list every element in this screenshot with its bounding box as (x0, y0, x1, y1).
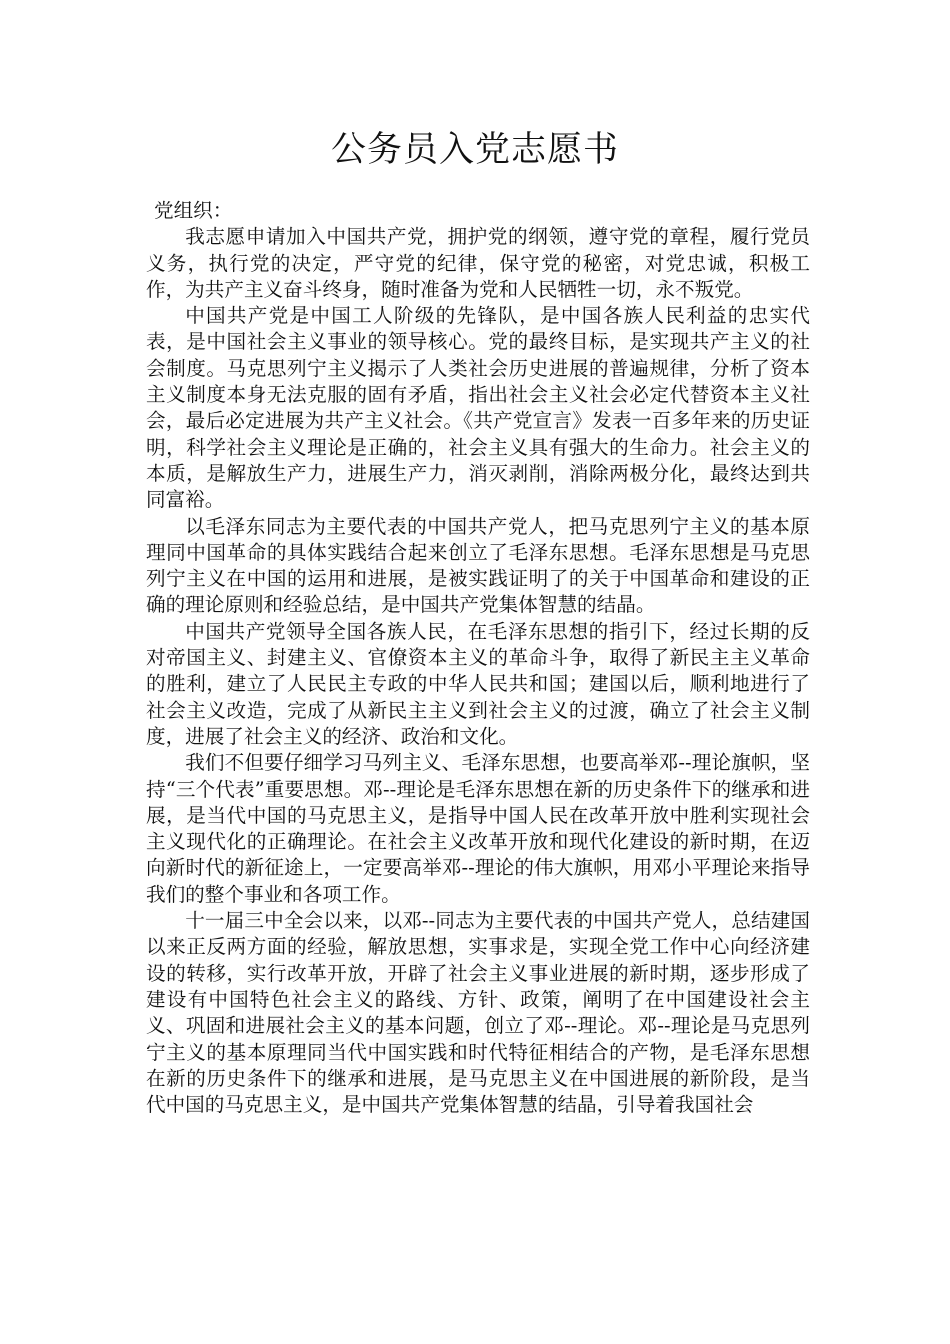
salutation: 党组织： (154, 199, 233, 222)
document-body (146, 198, 810, 1118)
paragraph-3: 以毛泽东同志为主要代表的中国共产党人，把马克思列宁主义的基本原理同中国革命的具体实践结合起来创立了毛泽东思想。毛泽东思想是马克思列宁主义在中国的运用和进展，是被实践证明了的关于中国革命和建设的正确的理论原则和经验总结，是中国共产党集体智慧的结晶。 (146, 514, 810, 617)
paragraph-5: 我们不但要仔细学习马列主义、毛泽东思想，也要高举邓--理论旗帜，坚持“三个代表”重要思想。邓--理论是毛泽东思想在新的历史条件下的继承和进展，是当代中国的马克思主义，是指导中国人民在改革开放中胜利实现社会主义现代化的正确理论。在社会主义改革开放和现代化建设的新时期，在迈向新时代的新征途上，一定要高举邓--理论的伟大旗帜，用邓小平理论来指导我们的整个事业和各项工作。 (146, 751, 810, 906)
paragraph-1: 我志愿申请加入中国共产党，拥护党的纲领，遵守党的章程，履行党员义务，执行党的决定，严守党的纪律，保守党的秘密，对党忠诚，积极工作，为共产主义奋斗终身，随时准备为党和人民牺牲一切，永不叛党。 (146, 225, 810, 301)
paragraph-4: 中国共产党领导全国各族人民，在毛泽东思想的指引下，经过长期的反对帝国主义、封建主义、官僚资本主义的革命斗争，取得了新民主主义革命的胜利，建立了人民民主专政的中华人民共和国；建国以后，顺利地进行了社会主义改造，完成了从新民主主义到社会主义的过渡，确立了社会主义制度，进展了社会主义的经济、政治和文化。 (146, 619, 810, 748)
paragraph-2: 中国共产党是中国工人阶级的先锋队，是中国各族人民利益的忠实代表，是中国社会主义事业的领导核心。党的最终目标，是实现共产主义的社会制度。马克思列宁主义揭示了人类社会历史进展的普遍规律，分析了资本主义制度本身无法克服的固有矛盾，指出社会主义社会必定代替资本主义社会，最后必定进展为共产主义社会。《共产党宣言》发表一百多年来的历史证明，科学社会主义理论是正确的，社会主义具有强大的生命力。社会主义的本质，是解放生产力，进展生产力，消灭剥削，消除两极分化，最终达到共同富裕。 (146, 304, 810, 512)
paragraph-6: 十一届三中全会以来，以邓--同志为主要代表的中国共产党人，总结建国以来正反两方面的经验，解放思想，实事求是，实现全党工作中心向经济建设的转移，实行改革开放，开辟了社会主义事业进展的新时期，逐步形成了建设有中国特色社会主义的路线、方针、政策，阐明了在中国建设社会主义、巩固和进展社会主义的基本问题，创立了邓--理论。邓--理论是马克思列宁主义的基本原理同当代中国实践和时代特征相结合的产物，是毛泽东思想在新的历史条件下的继承和进展，是马克思主义在中国进展的新阶段，是当代中国的马克思主义，是中国共产党集体智慧的结晶，引导着我国社会 (146, 909, 810, 1117)
document-title: 公务员入党志愿书 (330, 130, 619, 170)
